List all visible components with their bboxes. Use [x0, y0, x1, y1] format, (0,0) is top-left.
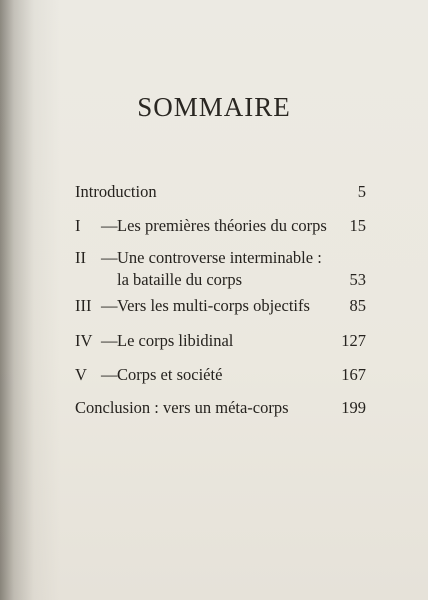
toc-entry-text: Introduction: [75, 182, 157, 201]
toc-entry-text: Conclusion : vers un méta-corps: [75, 398, 289, 417]
toc-entry-page: 15: [349, 216, 366, 235]
toc-entry-numeral: II: [75, 248, 86, 267]
page-title: SOMMAIRE: [137, 92, 291, 122]
toc-entry-text: Corps et société: [117, 365, 223, 384]
toc-entry-text: Les premières théories du corps: [117, 216, 327, 235]
toc-entry-numeral: I: [75, 216, 81, 235]
toc-entry-dash: —: [101, 331, 118, 350]
toc-entry-page: 53: [349, 270, 366, 289]
toc-entry-chapter-1: [75, 215, 366, 237]
toc-entry-text: Vers les multi-corps objectifs: [117, 296, 310, 315]
toc-entry-text: Le corps libidinal: [117, 331, 234, 350]
toc-entry-dash: —: [101, 248, 118, 267]
toc-entry-page: 199: [341, 398, 366, 417]
toc-entry-page: 127: [341, 331, 366, 350]
toc-entry-chapter-2: [75, 247, 366, 291]
toc-entry-dash: —: [101, 216, 118, 235]
toc-entry-introduction: [75, 181, 366, 203]
toc-entry-page: 5: [357, 182, 366, 201]
toc-entry-conclusion: [75, 397, 366, 419]
toc-entry-text: Une controverse interminable :: [117, 248, 322, 267]
toc-entry-page: 85: [349, 296, 366, 315]
toc-entry-dash: —: [101, 365, 118, 384]
toc-entry-page: 167: [341, 365, 366, 384]
toc-entry-numeral: IV: [75, 331, 93, 350]
toc-entry-text-continued: la bataille du corps: [117, 270, 243, 289]
toc-entry-dash: —: [101, 296, 118, 315]
toc-entry-numeral: III: [75, 296, 92, 315]
toc-entry-chapter-4: [75, 330, 366, 352]
toc-entry-chapter-3: [75, 295, 366, 317]
toc-entry-chapter-5: [75, 364, 366, 386]
toc-entry-numeral: V: [75, 365, 87, 384]
